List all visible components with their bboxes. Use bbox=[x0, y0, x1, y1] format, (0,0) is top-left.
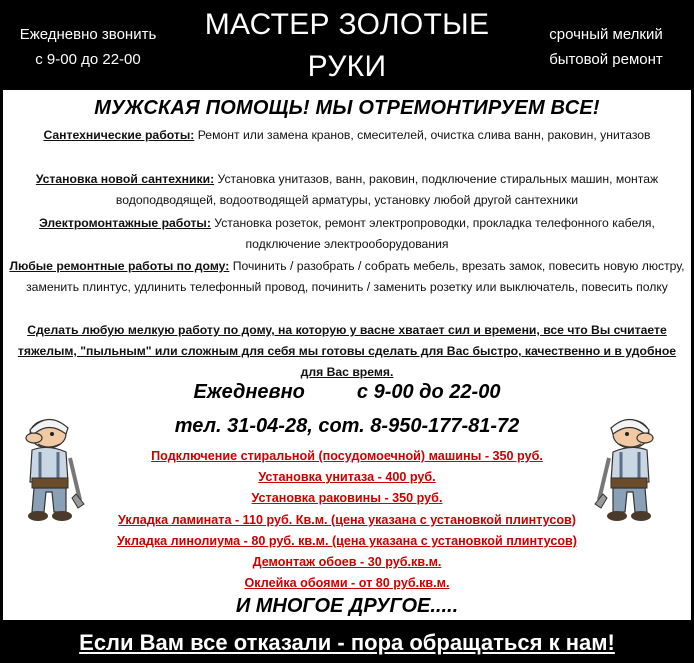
page-title bbox=[180, 4, 514, 88]
price-item: Укладка ламината - 110 руб. Кв.м. (цена указана с установкой плинтусов) bbox=[118, 512, 576, 527]
header-service-line2: бытовой ремонт bbox=[549, 51, 663, 68]
page-title-line1: МАСТЕР ЗОЛОТЫЕ bbox=[204, 8, 490, 41]
plumber-icon bbox=[593, 408, 661, 524]
price-item: Установка раковины - 350 руб. bbox=[251, 491, 443, 506]
header-schedule-line2: с 9-00 до 22-00 bbox=[35, 51, 141, 68]
content-area bbox=[3, 90, 691, 620]
price-item: Укладка линолиума - 80 руб. кв.м. (цена указана с установкой плинтусов) bbox=[117, 533, 577, 548]
and-much-more: И МНОГОЕ ДРУГОЕ..... bbox=[235, 595, 459, 617]
service-text: Починить / разобрать / собрать мебель, врезать замок, повесить новую люстру, заменить плинтус, удлинить телефонный провод, починить / заменить розетку или выключатель, повесить полку bbox=[26, 259, 685, 294]
header-service-type bbox=[526, 22, 686, 72]
header-schedule bbox=[4, 22, 172, 72]
service-text: Ремонт или замена кранов, смесителей, очистка слива ванн, раковин, унитазов bbox=[194, 128, 651, 142]
price-list bbox=[3, 446, 691, 594]
price-item: Оклейка обоями - от 80 руб.кв.м. bbox=[244, 576, 450, 591]
page-title-line2: РУКИ bbox=[307, 50, 387, 83]
service-label: Установка новой сантехники: bbox=[35, 172, 215, 186]
service-text: Установка унитазов, ванн, раковин, подключение стиральных машин, монтаж водоподводящей, водоотводящей арматуры, установку любой другой сантехники bbox=[115, 172, 659, 207]
schedule-time: с 9-00 до 22-00 bbox=[356, 381, 501, 403]
service-plumbing bbox=[7, 125, 687, 146]
price-item: Демонтаж обоев - 30 руб.кв.м. bbox=[252, 554, 442, 569]
service-home-repair bbox=[7, 256, 687, 298]
service-label: Сантехнические работы: bbox=[43, 128, 195, 142]
footer-call-to-action: Если Вам все отказали - пора обращаться к нам! bbox=[0, 622, 694, 663]
header-service-line1: срочный мелкий bbox=[549, 26, 663, 43]
schedule bbox=[3, 381, 691, 404]
price-item: Установка унитаза - 400 руб. bbox=[258, 470, 436, 485]
plumber-icon bbox=[18, 408, 86, 524]
price-item: Подключение стиральной (посудомоечной) машины - 350 руб. bbox=[151, 449, 543, 463]
schedule-day: Ежедневно bbox=[193, 381, 305, 403]
service-electrical bbox=[7, 213, 687, 255]
service-label: Любые ремонтные работы по дому: bbox=[9, 259, 230, 273]
header-schedule-line1: Ежедневно звонить bbox=[19, 26, 157, 43]
service-new-plumbing bbox=[7, 169, 687, 211]
slogan: МУЖСКАЯ ПОМОЩЬ! МЫ ОТРЕМОНТИРУЕМ ВСЕ! bbox=[94, 97, 600, 119]
header-bar bbox=[0, 0, 694, 90]
phone-numbers: тел. 31-04-28, сот. 8-950-177-81-72 bbox=[174, 415, 520, 437]
service-text: Установка розеток, ремонт электропроводки, прокладка телефонного кабеля, подключение электрооборудования bbox=[210, 216, 655, 251]
service-label: Электромонтажные работы: bbox=[39, 216, 211, 230]
any-work-text: Сделать любую мелкую работу по дому, на которую у васне хватает сил и времени, все что Вы считаете тяжелым, "пыльным" или сложным для себя мы готовы сделать для Вас быстро, качественно и в удобное для Вас время. bbox=[17, 323, 677, 379]
